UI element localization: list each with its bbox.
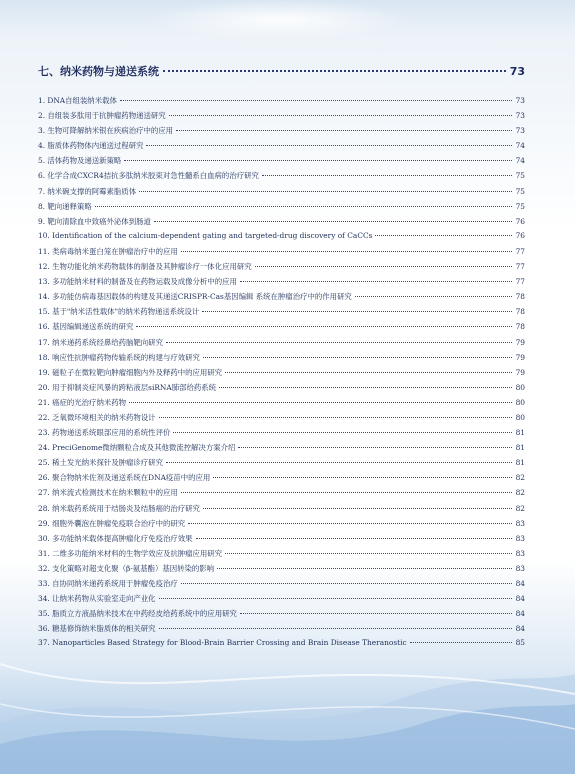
toc-entry-title: 29. 细胞外囊泡在肿瘤免疫联合治疗中的研究 — [38, 518, 186, 528]
toc-entry-title: 12. 生物功能化纳米药物载体的制备及其肿瘤诊疗一体化应用研究 — [38, 262, 252, 272]
toc-entry-title: 5. 活体药物及递送新策略 — [38, 156, 122, 166]
toc-entry-page-number: 78 — [515, 307, 525, 317]
toc-entry-page-number: 84 — [515, 579, 525, 588]
toc-entry-page-number: 83 — [515, 518, 525, 528]
dot-leader — [196, 538, 512, 539]
toc-entry[interactable] — [38, 186, 525, 201]
toc-entry-title: 27. 纳米流式检测技术在纳米颗粒中的应用 — [38, 488, 178, 498]
toc-entry[interactable] — [38, 503, 525, 518]
dot-leader — [124, 160, 512, 161]
toc-entry-title: 37. Nanoparticles Based Strategy for Blood-Brain Barrier Crossing and Brain Disease Theranostic — [38, 638, 407, 648]
toc-entry[interactable] — [38, 276, 525, 291]
toc-entry-title: 18. 响应性抗肿瘤药物传输系统的构建与疗效研究 — [38, 352, 200, 362]
toc-entry-page-number: 78 — [515, 322, 525, 332]
toc-entry-title: 2. 自组装多肽用于抗肿瘤药物递送研究 — [38, 111, 166, 121]
dot-leader — [375, 235, 512, 236]
dot-leader — [255, 266, 512, 267]
toc-entry-title: 26. 聚合物纳米佐剂及递送系统在DNA疫苗中的应用 — [38, 473, 211, 483]
toc-entry-title: 16. 基因编辑递送系统的研究 — [38, 322, 134, 332]
toc-entry[interactable] — [38, 487, 525, 502]
toc-entry[interactable] — [38, 95, 525, 110]
dot-leader — [188, 523, 512, 524]
dot-leader — [410, 642, 512, 643]
toc-entry[interactable] — [38, 593, 525, 608]
toc-entry[interactable] — [38, 427, 525, 442]
toc-entry-page-number: 73 — [515, 111, 525, 121]
dot-leader — [181, 251, 512, 252]
toc-entry-title: 6. 化学合成CXCR4拮抗多肽纳米胶束对急性髓系白血病的治疗研究 — [38, 171, 259, 181]
dot-leader — [173, 432, 512, 433]
toc-list — [38, 95, 525, 653]
toc-entry-title: 10. Identification of the calcium-dependent gating and targeted-drug discovery of CaCCs — [38, 230, 373, 240]
toc-entry-page-number: 84 — [515, 624, 525, 634]
toc-entry-title: 15. 基于"纳米活性载体"的纳米药物递送系统设计 — [38, 307, 200, 317]
dot-leader — [159, 417, 512, 418]
toc-entry-title: 30. 多功能纳米载体提高肿瘤化疗免疫治疗效果 — [38, 533, 193, 543]
toc-entry[interactable] — [38, 578, 525, 593]
toc-entry[interactable] — [38, 216, 525, 231]
toc-entry-page-number: 79 — [515, 337, 525, 347]
toc-entry[interactable] — [38, 442, 525, 457]
dot-leader — [176, 130, 512, 131]
dot-leader — [240, 281, 512, 282]
dot-leader — [169, 115, 512, 116]
toc-entry[interactable] — [38, 201, 525, 216]
toc-entry-title: 8. 靶向递释策略 — [38, 201, 92, 211]
toc-entry-page-number: 82 — [515, 488, 525, 498]
toc-entry-page-number: 82 — [515, 473, 525, 483]
toc-entry-page-number: 84 — [515, 594, 525, 604]
toc-entry-page-number: 80 — [515, 412, 525, 422]
toc-entry[interactable] — [38, 246, 525, 261]
toc-entry-title: 36. 糖基修饰纳米脂质体的相关研究 — [38, 624, 156, 634]
dot-leader — [225, 372, 512, 373]
dot-leader — [240, 613, 512, 614]
dot-leader — [217, 568, 512, 569]
dot-leader — [146, 145, 512, 146]
dot-leader — [166, 342, 512, 343]
toc-entry[interactable] — [38, 337, 525, 352]
toc-entry[interactable] — [38, 367, 525, 382]
toc-entry[interactable] — [38, 533, 525, 548]
dot-leader — [154, 221, 512, 222]
dot-leader — [203, 508, 512, 509]
dot-leader — [166, 462, 512, 463]
toc-entry[interactable] — [38, 321, 525, 336]
dot-leader — [225, 553, 512, 554]
dot-leader — [355, 296, 512, 297]
toc-entry-page-number: 77 — [515, 246, 525, 256]
toc-entry-page-number: 73 — [515, 96, 525, 105]
toc-entry[interactable] — [38, 638, 525, 653]
toc-entry[interactable] — [38, 352, 525, 367]
toc-entry-title: 1. DNA自组装纳米载体 — [38, 96, 117, 105]
toc-entry[interactable] — [38, 110, 525, 125]
toc-entry-page-number: 79 — [515, 352, 525, 362]
toc-entry-title: 35. 脂质立方液晶纳米技术在中药经皮给药系统中的应用研究 — [38, 609, 237, 619]
toc-entry-page-number: 78 — [515, 292, 525, 302]
toc-entry-page-number: 75 — [515, 171, 525, 181]
toc-entry-page-number: 73 — [515, 126, 525, 136]
dot-leader — [213, 477, 512, 478]
toc-entry[interactable] — [38, 382, 525, 397]
toc-entry-page-number: 76 — [515, 230, 525, 240]
toc-entry-title: 14. 多功能仿病毒基因载体的构建及其递送CRISPR-Cas基因编辑 系统在肿瘤治疗中的作用研究 — [38, 292, 352, 302]
header-band — [0, 0, 575, 62]
toc-entry[interactable] — [38, 412, 525, 427]
toc-entry[interactable] — [38, 291, 525, 306]
toc-entry[interactable] — [38, 608, 525, 623]
toc-entry[interactable] — [38, 170, 525, 185]
toc-entry[interactable] — [38, 548, 525, 563]
dot-leader — [163, 70, 506, 72]
toc-entry-title: 33. 自协同纳米递药系统用于肿瘤免疫治疗 — [38, 579, 178, 588]
toc-entry-page-number: 75 — [515, 201, 525, 211]
dot-leader — [139, 191, 512, 192]
toc-entry-title: 34. 让纳米药物从实验室走向产业化 — [38, 594, 156, 604]
toc-entry-title: 24. PreciGenome微纳颗粒合成及其他微流控解决方案介绍 — [38, 443, 236, 453]
dot-leader — [219, 387, 512, 388]
toc-entry[interactable] — [38, 563, 525, 578]
dot-leader — [181, 583, 512, 584]
toc-entry-title: 32. 支化策略对超支化聚（β-氨基酯）基因转染的影响 — [38, 563, 215, 573]
toc-entry-page-number: 80 — [515, 382, 525, 392]
toc-entry-page-number: 74 — [515, 156, 525, 166]
toc-entry-page-number: 80 — [515, 397, 525, 407]
toc-entry-page-number: 75 — [515, 186, 525, 196]
table-of-contents-page — [38, 63, 525, 653]
toc-entry[interactable] — [38, 125, 525, 140]
toc-entry-title: 9. 靶向清除血中致癌外泌体到肠道 — [38, 216, 151, 226]
toc-entry-page-number: 84 — [515, 609, 525, 619]
dot-leader — [95, 206, 512, 207]
toc-entry[interactable] — [38, 472, 525, 487]
toc-entry-title: 31. 二维多功能纳米材料的生物学效应及抗肿瘤应用研究 — [38, 548, 223, 558]
dot-leader — [129, 402, 512, 403]
toc-entry-page-number: 74 — [515, 141, 525, 151]
toc-entry-page-number: 83 — [515, 548, 525, 558]
toc-entry-title: 19. 磁粒子在微粒靶向肿瘤细胞内外及释药中的应用研究 — [38, 367, 223, 377]
dot-leader — [120, 100, 512, 101]
toc-entry-page-number: 83 — [515, 533, 525, 543]
toc-entry-page-number: 76 — [515, 216, 525, 226]
toc-entry-title: 17. 纳米递药系统经鼻给药脑靶向研究 — [38, 337, 163, 347]
dot-leader — [238, 447, 512, 448]
toc-entry-title: 3. 生物可降解纳米银在疾病治疗中的应用 — [38, 126, 174, 136]
toc-entry[interactable] — [38, 140, 525, 155]
toc-entry-title: 4. 脂质体药物体内递送过程研究 — [38, 141, 144, 151]
dot-leader — [203, 357, 512, 358]
toc-entry-title: 7. 纳米碗支撑的阿霉素脂质体 — [38, 186, 137, 196]
toc-entry[interactable] — [38, 155, 525, 170]
toc-entry-title: 20. 用于抑制炎症风暴的跨粘液层siRNA肺部给药系统 — [38, 382, 217, 392]
toc-entry-page-number: 81 — [515, 458, 525, 468]
dot-leader — [136, 326, 512, 327]
dot-leader — [181, 492, 512, 493]
section-page-number: 73 — [509, 65, 525, 78]
dot-leader — [202, 311, 512, 312]
toc-entry-page-number: 82 — [515, 503, 525, 513]
toc-entry-page-number: 77 — [515, 277, 525, 287]
toc-entry-page-number: 81 — [515, 443, 525, 453]
toc-entry-page-number: 77 — [515, 262, 525, 272]
toc-entry-title: 25. 稀土发光纳米探针及肿瘤诊疗研究 — [38, 458, 163, 468]
dot-leader — [262, 175, 512, 176]
toc-entry[interactable] — [38, 623, 525, 638]
toc-entry-title: 13. 多功能纳米材料的制备及在药物运载及成像分析中的应用 — [38, 277, 237, 287]
dot-leader — [159, 598, 512, 599]
section-heading[interactable] — [38, 63, 525, 83]
toc-entry[interactable] — [38, 397, 525, 412]
toc-entry[interactable] — [38, 457, 525, 472]
toc-entry-title: 22. 乏氧微环境相关的纳米药物设计 — [38, 412, 156, 422]
toc-entry[interactable] — [38, 518, 525, 533]
toc-entry-title: 23. 药物递送系统眼部应用的系统性评价 — [38, 428, 171, 438]
section-title: 七、纳米药物与递送系统 — [38, 65, 159, 78]
toc-entry-title: 28. 纳米载药系统用于结肠炎及结肠癌的治疗研究 — [38, 503, 200, 513]
toc-entry-title: 21. 癌症的光治疗纳米药物 — [38, 397, 127, 407]
toc-entry[interactable] — [38, 306, 525, 321]
dot-leader — [159, 628, 512, 629]
toc-entry-title: 11. 类病毒纳米蛋白笼在肿瘤治疗中的应用 — [38, 246, 178, 256]
toc-entry-page-number: 83 — [515, 563, 525, 573]
toc-entry[interactable] — [38, 231, 525, 246]
toc-entry-page-number: 85 — [515, 638, 525, 648]
toc-entry-page-number: 81 — [515, 428, 525, 438]
toc-entry[interactable] — [38, 261, 525, 276]
toc-entry-page-number: 79 — [515, 367, 525, 377]
